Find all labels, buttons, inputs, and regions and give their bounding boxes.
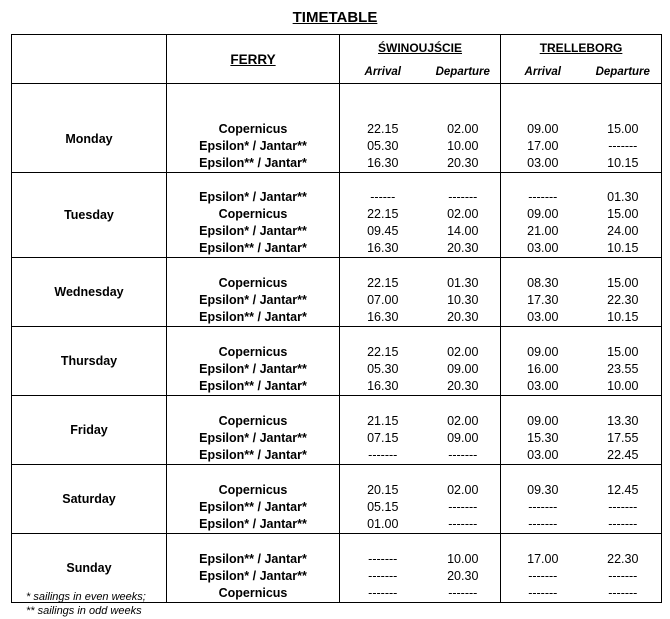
time-value: 16.00: [527, 362, 559, 376]
time-value: 17.55: [607, 431, 639, 445]
time-value: -------: [368, 552, 398, 566]
time-value: 14.00: [447, 224, 479, 238]
time-value: 10.15: [607, 310, 639, 324]
swinoujscie-departure-list: [426, 327, 501, 396]
time-value: 22.15: [367, 122, 399, 136]
time-value: -------: [448, 500, 478, 514]
trelleborg-arrival-list: [501, 258, 585, 327]
ferry-list: [167, 327, 340, 396]
time-value: 15.30: [527, 431, 559, 445]
day-row-4: [12, 396, 662, 465]
trelleborg-departure-list: [585, 327, 662, 396]
time-value: 05.15: [367, 500, 399, 514]
trelleborg-arrival-list: [501, 465, 585, 534]
time-value: 09.00: [447, 362, 479, 376]
day-row-5: [12, 465, 662, 534]
time-value: 12.45: [607, 483, 639, 497]
time-value: 03.00: [527, 379, 559, 393]
time-value: 17.30: [527, 293, 559, 307]
swinoujscie-departure-list: [426, 106, 501, 173]
ferry-name: Epsilon* / Jantar**: [199, 224, 307, 238]
swinoujscie-departure-list: [426, 534, 501, 603]
time-value: 02.00: [447, 414, 479, 428]
time-value: 21.00: [527, 224, 559, 238]
timetable-title: TIMETABLE: [292, 9, 378, 26]
day-name: Monday: [12, 106, 167, 173]
time-value: 22.45: [607, 448, 639, 462]
time-value: 22.15: [367, 276, 399, 290]
time-value: 22.30: [607, 293, 639, 307]
time-value: 17.00: [527, 552, 559, 566]
time-value: -------: [368, 586, 398, 600]
time-value: 05.30: [367, 362, 399, 376]
ferry-name: Copernicus: [218, 122, 288, 136]
ferry-name: Epsilon** / Jantar*: [199, 448, 307, 462]
header-row-ports: [12, 35, 662, 62]
swinoujscie-arrival-list: [340, 258, 426, 327]
swinoujscie-arrival-list: [340, 534, 426, 603]
time-value: 03.00: [527, 448, 559, 462]
time-value: 07.00: [367, 293, 399, 307]
swinoujscie-arrival-list: [340, 173, 426, 258]
footnotes: [26, 590, 146, 618]
ferry-name: Epsilon* / Jantar**: [199, 362, 307, 376]
day-name: Friday: [12, 396, 167, 465]
time-value: 09.00: [527, 345, 559, 359]
time-value: 20.30: [447, 241, 479, 255]
swinoujscie-arrival-header: Arrival: [340, 61, 426, 84]
time-value: 21.15: [367, 414, 399, 428]
time-value: -------: [528, 190, 558, 204]
time-value: 17.00: [527, 139, 559, 153]
time-value: -------: [448, 190, 478, 204]
time-value: -------: [528, 517, 558, 531]
ferry-name: Copernicus: [218, 276, 288, 290]
ferry-header: FERRY: [167, 35, 340, 84]
time-value: -------: [368, 448, 398, 462]
time-value: 10.00: [607, 379, 639, 393]
trelleborg-departure-list: [585, 106, 662, 173]
port-trelleborg-header: TRELLEBORG: [501, 35, 662, 62]
time-value: 02.00: [447, 483, 479, 497]
day-name: Tuesday: [12, 173, 167, 258]
ferry-name: Epsilon** / Jantar*: [199, 310, 307, 324]
time-value: -------: [608, 500, 638, 514]
time-value: 01.30: [607, 190, 639, 204]
time-value: -------: [528, 500, 558, 514]
timetable-table: [11, 34, 662, 603]
swinoujscie-departure-list: [426, 396, 501, 465]
day-row-0: [12, 106, 662, 173]
ferry-list: [167, 465, 340, 534]
ferry-name: Epsilon** / Jantar*: [199, 156, 307, 170]
ferry-name: Epsilon* / Jantar**: [199, 517, 307, 531]
ferry-name: Epsilon* / Jantar**: [199, 569, 307, 583]
day-header-cell: [12, 35, 167, 84]
trelleborg-arrival-list: [501, 534, 585, 603]
swinoujscie-arrival-list: [340, 465, 426, 534]
time-value: 20.15: [367, 483, 399, 497]
time-value: 16.30: [367, 310, 399, 324]
time-value: 09.00: [447, 431, 479, 445]
time-value: 03.00: [527, 156, 559, 170]
time-value: 16.30: [367, 379, 399, 393]
ferry-name: Epsilon** / Jantar*: [199, 241, 307, 255]
day-row-2: [12, 258, 662, 327]
time-value: 01.00: [367, 517, 399, 531]
time-value: 01.30: [447, 276, 479, 290]
time-value: 02.00: [447, 207, 479, 221]
trelleborg-departure-list: [585, 465, 662, 534]
time-value: -------: [608, 569, 638, 583]
ferry-name: Copernicus: [218, 345, 288, 359]
ferry-name: Copernicus: [218, 414, 288, 428]
ferry-name: Copernicus: [218, 207, 288, 221]
time-value: 22.15: [367, 345, 399, 359]
time-value: 16.30: [367, 156, 399, 170]
ferry-list: [167, 173, 340, 258]
time-value: 20.30: [447, 156, 479, 170]
ferry-name: Epsilon** / Jantar*: [199, 500, 307, 514]
ferry-list: [167, 534, 340, 603]
time-value: 16.30: [367, 241, 399, 255]
time-value: -------: [528, 569, 558, 583]
time-value: -------: [448, 517, 478, 531]
time-value: 09.30: [527, 483, 559, 497]
time-value: 05.30: [367, 139, 399, 153]
time-value: 09.00: [527, 207, 559, 221]
ferry-name: Epsilon* / Jantar**: [199, 190, 307, 204]
ferry-list: [167, 396, 340, 465]
time-value: -------: [368, 569, 398, 583]
time-value: 07.15: [367, 431, 399, 445]
trelleborg-arrival-header: Arrival: [501, 61, 585, 84]
time-value: -------: [608, 517, 638, 531]
time-value: 15.00: [607, 276, 639, 290]
time-value: 02.00: [447, 122, 479, 136]
swinoujscie-departure-list: [426, 173, 501, 258]
time-value: 02.00: [447, 345, 479, 359]
swinoujscie-arrival-list: [340, 106, 426, 173]
time-value: -------: [448, 448, 478, 462]
trelleborg-departure-list: [585, 173, 662, 258]
trelleborg-arrival-list: [501, 396, 585, 465]
ferry-list: [167, 258, 340, 327]
time-value: -------: [528, 586, 558, 600]
time-value: 20.30: [447, 569, 479, 583]
trelleborg-departure-list: [585, 534, 662, 603]
time-value: 09.00: [527, 414, 559, 428]
trelleborg-departure-header: Departure: [585, 61, 662, 84]
time-value: 10.30: [447, 293, 479, 307]
ferry-name: Epsilon* / Jantar**: [199, 139, 307, 153]
time-value: 20.30: [447, 310, 479, 324]
swinoujscie-arrival-list: [340, 327, 426, 396]
time-value: 15.00: [607, 345, 639, 359]
time-value: ------: [370, 190, 396, 204]
ferry-name: Epsilon* / Jantar**: [199, 293, 307, 307]
time-value: 08.30: [527, 276, 559, 290]
time-value: 10.15: [607, 156, 639, 170]
time-value: -------: [608, 139, 638, 153]
ferry-name: Epsilon** / Jantar*: [199, 552, 307, 566]
time-value: 10.00: [447, 552, 479, 566]
trelleborg-arrival-list: [501, 173, 585, 258]
day-name: Wednesday: [12, 258, 167, 327]
swinoujscie-departure-header: Departure: [426, 61, 501, 84]
time-value: 15.00: [607, 207, 639, 221]
time-value: 20.30: [447, 379, 479, 393]
ferry-list: [167, 106, 340, 173]
time-value: 22.30: [607, 552, 639, 566]
day-name: Sunday: [12, 534, 167, 603]
trelleborg-departure-list: [585, 396, 662, 465]
time-value: 10.00: [447, 139, 479, 153]
swinoujscie-departure-list: [426, 258, 501, 327]
time-value: 24.00: [607, 224, 639, 238]
ferry-name: Copernicus: [218, 586, 288, 600]
footnote-odd-weeks: ** sailings in odd weeks: [26, 605, 142, 617]
time-value: -------: [608, 586, 638, 600]
time-value: 10.15: [607, 241, 639, 255]
trelleborg-arrival-list: [501, 327, 585, 396]
day-name: Thursday: [12, 327, 167, 396]
time-value: 22.15: [367, 207, 399, 221]
footnote-even-weeks: * sailings in even weeks;: [26, 591, 146, 603]
time-value: 03.00: [527, 310, 559, 324]
time-value: -------: [448, 586, 478, 600]
trelleborg-departure-list: [585, 258, 662, 327]
swinoujscie-departure-list: [426, 465, 501, 534]
spacer-row: [12, 84, 662, 107]
time-value: 15.00: [607, 122, 639, 136]
ferry-name: Copernicus: [218, 483, 288, 497]
port-swinoujscie-header: ŚWINOUJŚCIE: [340, 35, 501, 62]
day-row-1: [12, 173, 662, 258]
time-value: 09.45: [367, 224, 399, 238]
time-value: 13.30: [607, 414, 639, 428]
time-value: 23.55: [607, 362, 639, 376]
ferry-name: Epsilon** / Jantar*: [199, 379, 307, 393]
day-row-3: [12, 327, 662, 396]
swinoujscie-arrival-list: [340, 396, 426, 465]
ferry-name: Epsilon* / Jantar**: [199, 431, 307, 445]
day-name: Saturday: [12, 465, 167, 534]
time-value: 03.00: [527, 241, 559, 255]
trelleborg-arrival-list: [501, 106, 585, 173]
time-value: 09.00: [527, 122, 559, 136]
